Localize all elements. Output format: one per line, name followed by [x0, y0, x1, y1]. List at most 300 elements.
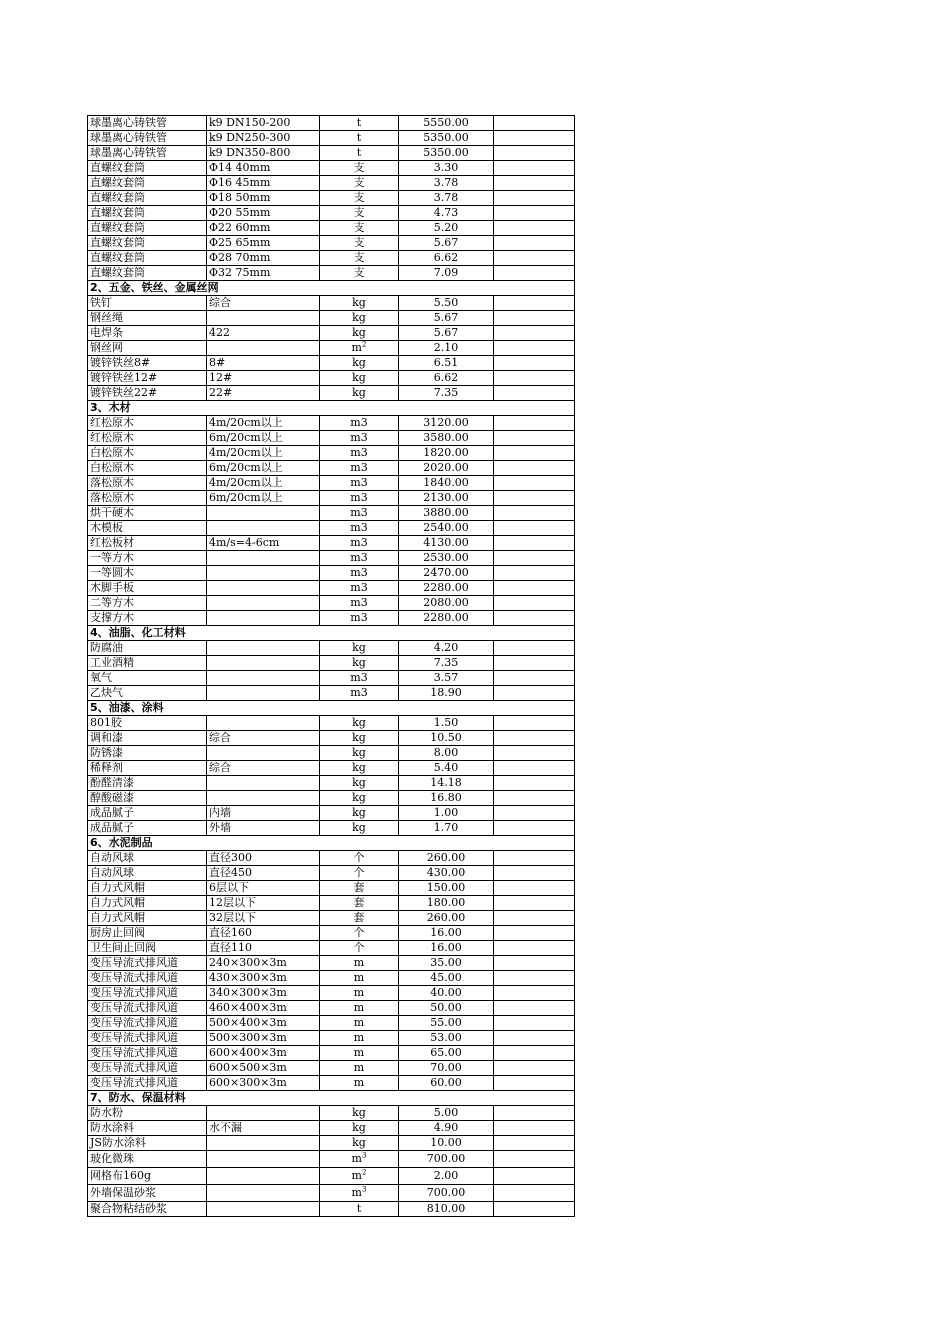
- spec-cell[interactable]: 综合: [207, 761, 320, 776]
- empty-cell[interactable]: [494, 476, 575, 491]
- material-name-cell[interactable]: 变压导流式排风道: [88, 1016, 207, 1031]
- spec-cell[interactable]: 直径160: [207, 926, 320, 941]
- material-name-cell[interactable]: 直螺纹套筒: [88, 236, 207, 251]
- price-cell[interactable]: 3.30: [399, 161, 494, 176]
- spec-cell[interactable]: [207, 1185, 320, 1202]
- unit-cell[interactable]: m3: [320, 671, 399, 686]
- unit-cell[interactable]: t: [320, 1202, 399, 1217]
- spec-cell[interactable]: Φ20 55mm: [207, 206, 320, 221]
- unit-cell[interactable]: kg: [320, 1121, 399, 1136]
- spec-cell[interactable]: 4m/20cm以上: [207, 416, 320, 431]
- price-cell[interactable]: 2540.00: [399, 521, 494, 536]
- empty-cell[interactable]: [494, 566, 575, 581]
- material-name-cell[interactable]: 调和漆: [88, 731, 207, 746]
- material-name-cell[interactable]: 白松原木: [88, 446, 207, 461]
- spec-cell[interactable]: [207, 506, 320, 521]
- price-cell[interactable]: 810.00: [399, 1202, 494, 1217]
- price-cell[interactable]: 1820.00: [399, 446, 494, 461]
- spec-cell[interactable]: 4m/20cm以上: [207, 446, 320, 461]
- empty-cell[interactable]: [494, 866, 575, 881]
- unit-cell[interactable]: 支: [320, 266, 399, 281]
- unit-cell[interactable]: m3: [320, 521, 399, 536]
- price-cell[interactable]: 4.90: [399, 1121, 494, 1136]
- unit-cell[interactable]: m3: [320, 611, 399, 626]
- price-cell[interactable]: 16.80: [399, 791, 494, 806]
- price-cell[interactable]: 60.00: [399, 1076, 494, 1091]
- unit-cell[interactable]: 支: [320, 161, 399, 176]
- price-cell[interactable]: 5.20: [399, 221, 494, 236]
- unit-cell[interactable]: m3: [320, 581, 399, 596]
- unit-cell[interactable]: kg: [320, 791, 399, 806]
- material-name-cell[interactable]: 乙炔气: [88, 686, 207, 701]
- empty-cell[interactable]: [494, 431, 575, 446]
- empty-cell[interactable]: [494, 1151, 575, 1168]
- material-name-cell[interactable]: 防腐油: [88, 641, 207, 656]
- price-cell[interactable]: 2470.00: [399, 566, 494, 581]
- empty-cell[interactable]: [494, 146, 575, 161]
- unit-cell[interactable]: m: [320, 971, 399, 986]
- material-name-cell[interactable]: 镀锌铁丝8#: [88, 356, 207, 371]
- unit-cell[interactable]: 个: [320, 851, 399, 866]
- unit-cell[interactable]: kg: [320, 746, 399, 761]
- unit-cell[interactable]: kg: [320, 806, 399, 821]
- material-name-cell[interactable]: 球墨离心铸铁管: [88, 131, 207, 146]
- spec-cell[interactable]: 直径450: [207, 866, 320, 881]
- spec-cell[interactable]: [207, 311, 320, 326]
- material-name-cell[interactable]: 防锈漆: [88, 746, 207, 761]
- material-name-cell[interactable]: 球墨离心铸铁管: [88, 146, 207, 161]
- material-name-cell[interactable]: 白松原木: [88, 461, 207, 476]
- material-name-cell[interactable]: 成品腻子: [88, 806, 207, 821]
- material-name-cell[interactable]: 氧气: [88, 671, 207, 686]
- unit-cell[interactable]: kg: [320, 716, 399, 731]
- spec-cell[interactable]: Φ28 70mm: [207, 251, 320, 266]
- unit-cell[interactable]: kg: [320, 386, 399, 401]
- empty-cell[interactable]: [494, 1168, 575, 1185]
- material-name-cell[interactable]: 木脚手板: [88, 581, 207, 596]
- unit-cell[interactable]: m: [320, 1031, 399, 1046]
- spec-cell[interactable]: Φ16 45mm: [207, 176, 320, 191]
- empty-cell[interactable]: [494, 941, 575, 956]
- unit-cell[interactable]: m: [320, 986, 399, 1001]
- unit-cell[interactable]: kg: [320, 776, 399, 791]
- spec-cell[interactable]: k9 DN250-300: [207, 131, 320, 146]
- price-cell[interactable]: 2020.00: [399, 461, 494, 476]
- spec-cell[interactable]: [207, 611, 320, 626]
- spec-cell[interactable]: [207, 746, 320, 761]
- price-cell[interactable]: 2280.00: [399, 611, 494, 626]
- price-cell[interactable]: 5550.00: [399, 116, 494, 131]
- spec-cell[interactable]: 6m/20cm以上: [207, 461, 320, 476]
- unit-cell[interactable]: m3: [320, 596, 399, 611]
- empty-cell[interactable]: [494, 176, 575, 191]
- unit-cell[interactable]: 支: [320, 191, 399, 206]
- empty-cell[interactable]: [494, 1061, 575, 1076]
- material-name-cell[interactable]: 直螺纹套筒: [88, 251, 207, 266]
- empty-cell[interactable]: [494, 926, 575, 941]
- unit-cell[interactable]: m3: [320, 461, 399, 476]
- empty-cell[interactable]: [494, 671, 575, 686]
- empty-cell[interactable]: [494, 596, 575, 611]
- material-name-cell[interactable]: 钢丝绳: [88, 311, 207, 326]
- empty-cell[interactable]: [494, 1185, 575, 1202]
- spec-cell[interactable]: [207, 341, 320, 356]
- unit-cell[interactable]: m: [320, 956, 399, 971]
- material-name-cell[interactable]: 酚醛清漆: [88, 776, 207, 791]
- spec-cell[interactable]: [207, 1202, 320, 1217]
- material-name-cell[interactable]: 直螺纹套筒: [88, 191, 207, 206]
- empty-cell[interactable]: [494, 1076, 575, 1091]
- price-cell[interactable]: 5.67: [399, 326, 494, 341]
- spec-cell[interactable]: [207, 551, 320, 566]
- unit-cell[interactable]: [320, 1168, 399, 1185]
- empty-cell[interactable]: [494, 581, 575, 596]
- material-name-cell[interactable]: 防水粉: [88, 1106, 207, 1121]
- empty-cell[interactable]: [494, 1106, 575, 1121]
- price-cell[interactable]: 1.00: [399, 806, 494, 821]
- spec-cell[interactable]: [207, 596, 320, 611]
- spec-cell[interactable]: 422: [207, 326, 320, 341]
- spec-cell[interactable]: 直径110: [207, 941, 320, 956]
- material-name-cell[interactable]: 一等方木: [88, 551, 207, 566]
- unit-cell[interactable]: kg: [320, 311, 399, 326]
- material-name-cell[interactable]: 网格布160g: [88, 1168, 207, 1185]
- material-name-cell[interactable]: 直螺纹套筒: [88, 161, 207, 176]
- empty-cell[interactable]: [494, 296, 575, 311]
- spec-cell[interactable]: Φ22 60mm: [207, 221, 320, 236]
- spec-cell[interactable]: [207, 1151, 320, 1168]
- price-cell[interactable]: 4130.00: [399, 536, 494, 551]
- empty-cell[interactable]: [494, 536, 575, 551]
- material-name-cell[interactable]: 工业酒精: [88, 656, 207, 671]
- spec-cell[interactable]: [207, 1106, 320, 1121]
- spec-cell[interactable]: 22#: [207, 386, 320, 401]
- unit-cell[interactable]: m3: [320, 416, 399, 431]
- empty-cell[interactable]: [494, 1001, 575, 1016]
- empty-cell[interactable]: [494, 746, 575, 761]
- material-name-cell[interactable]: 聚合物粘结砂浆: [88, 1202, 207, 1217]
- spec-cell[interactable]: 4m/s=4-6cm: [207, 536, 320, 551]
- material-name-cell[interactable]: 稀释剂: [88, 761, 207, 776]
- section-title[interactable]: 7、防水、保温材料: [88, 1091, 575, 1106]
- spec-cell[interactable]: [207, 716, 320, 731]
- empty-cell[interactable]: [494, 551, 575, 566]
- price-cell[interactable]: 65.00: [399, 1046, 494, 1061]
- spec-cell[interactable]: 430×300×3m: [207, 971, 320, 986]
- unit-cell[interactable]: m3: [320, 431, 399, 446]
- unit-cell[interactable]: kg: [320, 296, 399, 311]
- empty-cell[interactable]: [494, 1046, 575, 1061]
- empty-cell[interactable]: [494, 1121, 575, 1136]
- price-cell[interactable]: 40.00: [399, 986, 494, 1001]
- unit-cell[interactable]: 个: [320, 941, 399, 956]
- material-name-cell[interactable]: 变压导流式排风道: [88, 986, 207, 1001]
- unit-cell[interactable]: t: [320, 131, 399, 146]
- empty-cell[interactable]: [494, 776, 575, 791]
- spec-cell[interactable]: 6m/20cm以上: [207, 491, 320, 506]
- material-name-cell[interactable]: 直螺纹套筒: [88, 266, 207, 281]
- section-title[interactable]: 6、水泥制品: [88, 836, 575, 851]
- unit-cell[interactable]: m: [320, 1001, 399, 1016]
- material-name-cell[interactable]: 铁钉: [88, 296, 207, 311]
- unit-cell[interactable]: kg: [320, 641, 399, 656]
- unit-cell[interactable]: [320, 1151, 399, 1168]
- unit-cell[interactable]: m: [320, 1061, 399, 1076]
- empty-cell[interactable]: [494, 416, 575, 431]
- spec-cell[interactable]: 8#: [207, 356, 320, 371]
- empty-cell[interactable]: [494, 881, 575, 896]
- unit-cell[interactable]: [320, 341, 399, 356]
- unit-cell[interactable]: m3: [320, 476, 399, 491]
- price-cell[interactable]: 5.50: [399, 296, 494, 311]
- price-cell[interactable]: 5350.00: [399, 146, 494, 161]
- unit-cell[interactable]: m: [320, 1016, 399, 1031]
- empty-cell[interactable]: [494, 611, 575, 626]
- spec-cell[interactable]: [207, 686, 320, 701]
- empty-cell[interactable]: [494, 356, 575, 371]
- spec-cell[interactable]: 500×400×3m: [207, 1016, 320, 1031]
- spec-cell[interactable]: 4m/20cm以上: [207, 476, 320, 491]
- unit-cell[interactable]: kg: [320, 371, 399, 386]
- material-name-cell[interactable]: 801胶: [88, 716, 207, 731]
- empty-cell[interactable]: [494, 506, 575, 521]
- unit-cell[interactable]: m3: [320, 551, 399, 566]
- material-name-cell[interactable]: 变压导流式排风道: [88, 1061, 207, 1076]
- price-cell[interactable]: 55.00: [399, 1016, 494, 1031]
- unit-cell[interactable]: 套: [320, 881, 399, 896]
- empty-cell[interactable]: [494, 161, 575, 176]
- price-cell[interactable]: 6.51: [399, 356, 494, 371]
- material-name-cell[interactable]: 落松原木: [88, 491, 207, 506]
- price-cell[interactable]: 5.40: [399, 761, 494, 776]
- material-name-cell[interactable]: 钢丝网: [88, 341, 207, 356]
- material-name-cell[interactable]: 卫生间止回阀: [88, 941, 207, 956]
- unit-cell[interactable]: m3: [320, 506, 399, 521]
- spec-cell[interactable]: 6m/20cm以上: [207, 431, 320, 446]
- empty-cell[interactable]: [494, 686, 575, 701]
- empty-cell[interactable]: [494, 851, 575, 866]
- empty-cell[interactable]: [494, 491, 575, 506]
- price-cell[interactable]: 2.00: [399, 1168, 494, 1185]
- unit-cell[interactable]: kg: [320, 1136, 399, 1151]
- material-name-cell[interactable]: 防水涂料: [88, 1121, 207, 1136]
- spec-cell[interactable]: Φ14 40mm: [207, 161, 320, 176]
- price-cell[interactable]: 260.00: [399, 851, 494, 866]
- price-cell[interactable]: 8.00: [399, 746, 494, 761]
- unit-cell[interactable]: t: [320, 116, 399, 131]
- empty-cell[interactable]: [494, 1031, 575, 1046]
- price-cell[interactable]: 6.62: [399, 371, 494, 386]
- price-cell[interactable]: 3580.00: [399, 431, 494, 446]
- empty-cell[interactable]: [494, 371, 575, 386]
- material-name-cell[interactable]: 成品腻子: [88, 821, 207, 836]
- material-name-cell[interactable]: 落松原木: [88, 476, 207, 491]
- unit-cell[interactable]: 个: [320, 866, 399, 881]
- empty-cell[interactable]: [494, 641, 575, 656]
- unit-cell[interactable]: m3: [320, 536, 399, 551]
- material-name-cell[interactable]: 变压导流式排风道: [88, 1046, 207, 1061]
- empty-cell[interactable]: [494, 986, 575, 1001]
- empty-cell[interactable]: [494, 206, 575, 221]
- price-cell[interactable]: 7.09: [399, 266, 494, 281]
- spec-cell[interactable]: 460×400×3m: [207, 1001, 320, 1016]
- unit-cell[interactable]: kg: [320, 731, 399, 746]
- section-title[interactable]: 4、油脂、化工材料: [88, 626, 575, 641]
- empty-cell[interactable]: [494, 1016, 575, 1031]
- material-name-cell[interactable]: 自力式风帽: [88, 911, 207, 926]
- price-cell[interactable]: 1.50: [399, 716, 494, 731]
- spec-cell[interactable]: Φ18 50mm: [207, 191, 320, 206]
- empty-cell[interactable]: [494, 131, 575, 146]
- price-cell[interactable]: 7.35: [399, 386, 494, 401]
- material-name-cell[interactable]: 支撑方木: [88, 611, 207, 626]
- price-cell[interactable]: 70.00: [399, 1061, 494, 1076]
- unit-cell[interactable]: [320, 1185, 399, 1202]
- price-cell[interactable]: 1840.00: [399, 476, 494, 491]
- material-name-cell[interactable]: 变压导流式排风道: [88, 1001, 207, 1016]
- price-cell[interactable]: 2130.00: [399, 491, 494, 506]
- spec-cell[interactable]: 直径300: [207, 851, 320, 866]
- unit-cell[interactable]: 个: [320, 926, 399, 941]
- material-name-cell[interactable]: 红松板材: [88, 536, 207, 551]
- unit-cell[interactable]: 支: [320, 251, 399, 266]
- unit-cell[interactable]: 套: [320, 896, 399, 911]
- unit-cell[interactable]: t: [320, 146, 399, 161]
- unit-cell[interactable]: kg: [320, 1106, 399, 1121]
- unit-cell[interactable]: kg: [320, 656, 399, 671]
- empty-cell[interactable]: [494, 956, 575, 971]
- material-name-cell[interactable]: 自动风球: [88, 866, 207, 881]
- material-name-cell[interactable]: 直螺纹套筒: [88, 221, 207, 236]
- material-name-cell[interactable]: 厨房止回阀: [88, 926, 207, 941]
- unit-cell[interactable]: kg: [320, 821, 399, 836]
- empty-cell[interactable]: [494, 806, 575, 821]
- empty-cell[interactable]: [494, 326, 575, 341]
- spec-cell[interactable]: 340×300×3m: [207, 986, 320, 1001]
- price-cell[interactable]: 150.00: [399, 881, 494, 896]
- section-title[interactable]: 2、五金、铁丝、金属丝网: [88, 281, 575, 296]
- spec-cell[interactable]: 600×400×3m: [207, 1046, 320, 1061]
- price-cell[interactable]: 35.00: [399, 956, 494, 971]
- spec-cell[interactable]: [207, 1168, 320, 1185]
- spec-cell[interactable]: 水不漏: [207, 1121, 320, 1136]
- material-name-cell[interactable]: 外墙保温砂浆: [88, 1185, 207, 1202]
- price-cell[interactable]: 5.67: [399, 311, 494, 326]
- unit-cell[interactable]: m: [320, 1076, 399, 1091]
- spec-cell[interactable]: k9 DN150-200: [207, 116, 320, 131]
- empty-cell[interactable]: [494, 731, 575, 746]
- material-name-cell[interactable]: 球墨离心铸铁管: [88, 116, 207, 131]
- empty-cell[interactable]: [494, 791, 575, 806]
- price-cell[interactable]: 5350.00: [399, 131, 494, 146]
- price-cell[interactable]: 700.00: [399, 1185, 494, 1202]
- unit-cell[interactable]: m3: [320, 686, 399, 701]
- material-name-cell[interactable]: 自动风球: [88, 851, 207, 866]
- price-cell[interactable]: 7.35: [399, 656, 494, 671]
- spec-cell[interactable]: Φ25 65mm: [207, 236, 320, 251]
- material-name-cell[interactable]: 一等圆木: [88, 566, 207, 581]
- spec-cell[interactable]: [207, 1136, 320, 1151]
- price-cell[interactable]: 53.00: [399, 1031, 494, 1046]
- material-name-cell[interactable]: 直螺纹套筒: [88, 176, 207, 191]
- price-cell[interactable]: 3880.00: [399, 506, 494, 521]
- spec-cell[interactable]: 综合: [207, 731, 320, 746]
- spec-cell[interactable]: [207, 521, 320, 536]
- section-title[interactable]: 5、油漆、涂料: [88, 701, 575, 716]
- section-title[interactable]: 3、木材: [88, 401, 575, 416]
- empty-cell[interactable]: [494, 386, 575, 401]
- spec-cell[interactable]: 600×500×3m: [207, 1061, 320, 1076]
- unit-cell[interactable]: m3: [320, 446, 399, 461]
- price-cell[interactable]: 5.00: [399, 1106, 494, 1121]
- spec-cell[interactable]: 240×300×3m: [207, 956, 320, 971]
- spec-cell[interactable]: 500×300×3m: [207, 1031, 320, 1046]
- spec-cell[interactable]: 600×300×3m: [207, 1076, 320, 1091]
- empty-cell[interactable]: [494, 716, 575, 731]
- material-name-cell[interactable]: 自力式风帽: [88, 896, 207, 911]
- material-name-cell[interactable]: 自力式风帽: [88, 881, 207, 896]
- empty-cell[interactable]: [494, 656, 575, 671]
- empty-cell[interactable]: [494, 896, 575, 911]
- empty-cell[interactable]: [494, 971, 575, 986]
- material-name-cell[interactable]: 醇酸磁漆: [88, 791, 207, 806]
- price-cell[interactable]: 10.50: [399, 731, 494, 746]
- unit-cell[interactable]: 支: [320, 206, 399, 221]
- empty-cell[interactable]: [494, 1202, 575, 1217]
- spec-cell[interactable]: [207, 641, 320, 656]
- empty-cell[interactable]: [494, 221, 575, 236]
- unit-cell[interactable]: kg: [320, 326, 399, 341]
- material-name-cell[interactable]: JS防水涂料: [88, 1136, 207, 1151]
- empty-cell[interactable]: [494, 251, 575, 266]
- spec-cell[interactable]: 12层以下: [207, 896, 320, 911]
- unit-cell[interactable]: m3: [320, 491, 399, 506]
- spec-cell[interactable]: [207, 656, 320, 671]
- material-name-cell[interactable]: 二等方木: [88, 596, 207, 611]
- empty-cell[interactable]: [494, 311, 575, 326]
- unit-cell[interactable]: m3: [320, 566, 399, 581]
- price-cell[interactable]: 2280.00: [399, 581, 494, 596]
- empty-cell[interactable]: [494, 236, 575, 251]
- spec-cell[interactable]: k9 DN350-800: [207, 146, 320, 161]
- material-name-cell[interactable]: 镀锌铁丝22#: [88, 386, 207, 401]
- price-cell[interactable]: 10.00: [399, 1136, 494, 1151]
- price-cell[interactable]: 50.00: [399, 1001, 494, 1016]
- empty-cell[interactable]: [494, 1136, 575, 1151]
- empty-cell[interactable]: [494, 821, 575, 836]
- price-cell[interactable]: 14.18: [399, 776, 494, 791]
- empty-cell[interactable]: [494, 266, 575, 281]
- spec-cell[interactable]: [207, 581, 320, 596]
- price-cell[interactable]: 18.90: [399, 686, 494, 701]
- material-name-cell[interactable]: 电焊条: [88, 326, 207, 341]
- price-cell[interactable]: 260.00: [399, 911, 494, 926]
- spec-cell[interactable]: 内墙: [207, 806, 320, 821]
- price-cell[interactable]: 4.20: [399, 641, 494, 656]
- unit-cell[interactable]: 支: [320, 221, 399, 236]
- price-cell[interactable]: 4.73: [399, 206, 494, 221]
- material-name-cell[interactable]: 玻化微珠: [88, 1151, 207, 1168]
- spec-cell[interactable]: 6层以下: [207, 881, 320, 896]
- price-cell[interactable]: 700.00: [399, 1151, 494, 1168]
- price-cell[interactable]: 5.67: [399, 236, 494, 251]
- empty-cell[interactable]: [494, 116, 575, 131]
- material-name-cell[interactable]: 烘干硬木: [88, 506, 207, 521]
- spec-cell[interactable]: 12#: [207, 371, 320, 386]
- spec-cell[interactable]: 外墙: [207, 821, 320, 836]
- empty-cell[interactable]: [494, 191, 575, 206]
- material-name-cell[interactable]: 变压导流式排风道: [88, 956, 207, 971]
